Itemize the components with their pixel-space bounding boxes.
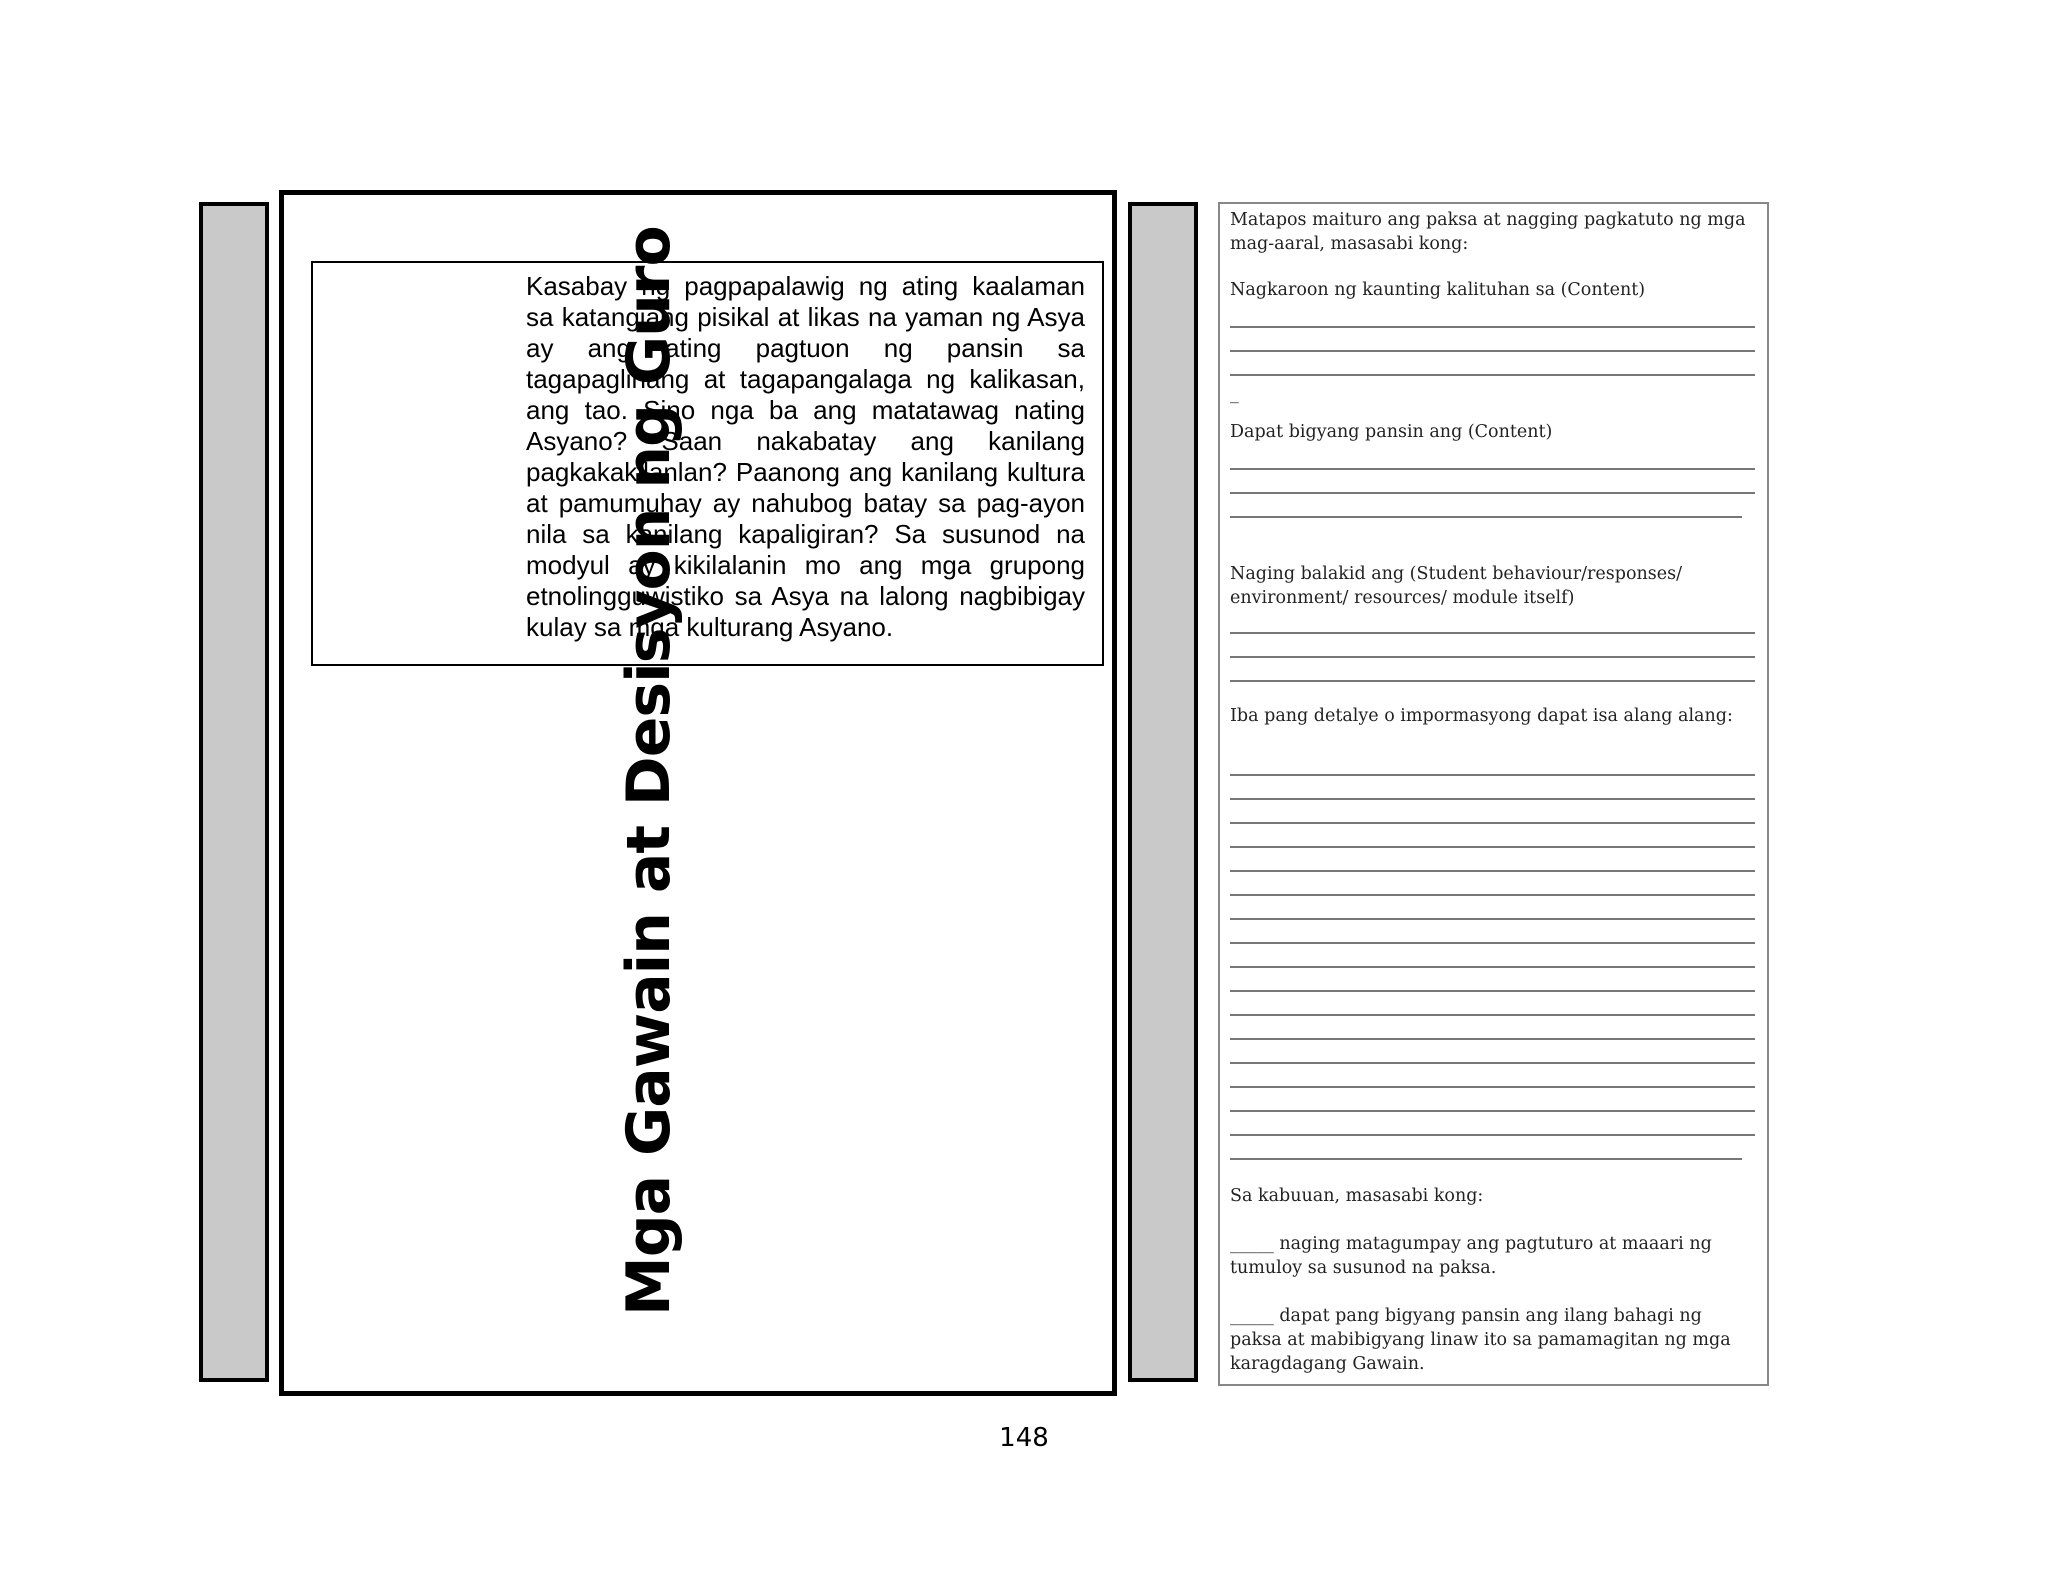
- writing-line[interactable]: [1230, 468, 1755, 470]
- writing-line[interactable]: [1230, 774, 1755, 776]
- writing-line[interactable]: [1230, 822, 1755, 824]
- summary-option-needs-attention: _____ dapat pang bigyang pansin ang ilang bahagi ng paksa at mabibigyang linaw ito sa pamamagitan ng mga karagdagang Gawain.: [1230, 1306, 1731, 1374]
- reflection-intro: Matapos maituro ang paksa at nagging pagkatuto ng mga mag-aaral, masasabi kong:: [1230, 210, 1746, 254]
- writing-line[interactable]: [1230, 798, 1755, 800]
- writing-line[interactable]: [1230, 1134, 1755, 1136]
- writing-line[interactable]: [1230, 918, 1755, 920]
- writing-line[interactable]: [1230, 326, 1755, 328]
- writing-line[interactable]: [1230, 1086, 1755, 1088]
- right-banner-title: Mga Gawain at Desisyon ng Guro: [614, 226, 685, 1316]
- writing-line[interactable]: [1230, 1038, 1755, 1040]
- summary-option-success: _____ naging matagumpay ang pagtuturo at maaari ng tumuloy sa susunod na paksa.: [1230, 1234, 1712, 1278]
- writing-line[interactable]: [1230, 966, 1755, 968]
- writing-line[interactable]: [1230, 1110, 1755, 1112]
- intro-paragraph: Kasabay ng pagpapalawig ng ating kaalaman sa katangiang pisikal at likas na yaman ng Asya ay ang ating pagtuon ng pansin sa tagapaglinang at tagapangalaga ng kalikasan, ang tao. Sino nga ba ang matatawag nating Asyano? Saan nakabatay ang kanilang pagkakakilanlan? Paanong ang kanilang kultura at pamumuhay ay nahubog batay sa pag-ayon nila sa kanilang kapaligiran? Sa susunod na modyul ay kikilalanin mo ang mga grupong etnolingguwistiko sa Asya na lalong nagbibigay kulay sa mga kulturang Asyano.: [526, 271, 1085, 642]
- writing-line[interactable]: [1230, 492, 1755, 494]
- writing-line[interactable]: [1230, 680, 1755, 682]
- writing-line[interactable]: [1230, 942, 1755, 944]
- teacher-reflection-panel: [1218, 202, 1769, 1386]
- writing-line[interactable]: [1230, 990, 1755, 992]
- writing-line[interactable]: [1230, 516, 1742, 518]
- section-attention-label: Dapat bigyang pansin ang (Content): [1230, 422, 1553, 442]
- page-number: 148: [999, 1423, 1049, 1453]
- left-banner: [199, 202, 269, 1382]
- section-obstacle-label: Naging balakid ang (Student behaviour/responses/ environment/ resources/ module itself): [1230, 564, 1682, 608]
- writing-line[interactable]: [1230, 846, 1755, 848]
- writing-line[interactable]: [1230, 1014, 1755, 1016]
- writing-line[interactable]: [1230, 656, 1755, 658]
- writing-line[interactable]: [1230, 350, 1755, 352]
- writing-line[interactable]: [1230, 894, 1755, 896]
- writing-line[interactable]: [1230, 374, 1755, 376]
- section-other-details-label: Iba pang detalye o impormasyong dapat isa alang alang:: [1230, 706, 1733, 726]
- section-confusion-label: Nagkaroon ng kaunting kalituhan sa (Content): [1230, 280, 1646, 300]
- writing-line[interactable]: [1230, 1158, 1742, 1160]
- writing-line[interactable]: [1230, 1062, 1755, 1064]
- summary-label: Sa kabuuan, masasabi kong:: [1230, 1186, 1484, 1206]
- writing-line[interactable]: [1230, 870, 1755, 872]
- writing-line[interactable]: [1230, 632, 1755, 634]
- dash-mark: _: [1230, 384, 1239, 404]
